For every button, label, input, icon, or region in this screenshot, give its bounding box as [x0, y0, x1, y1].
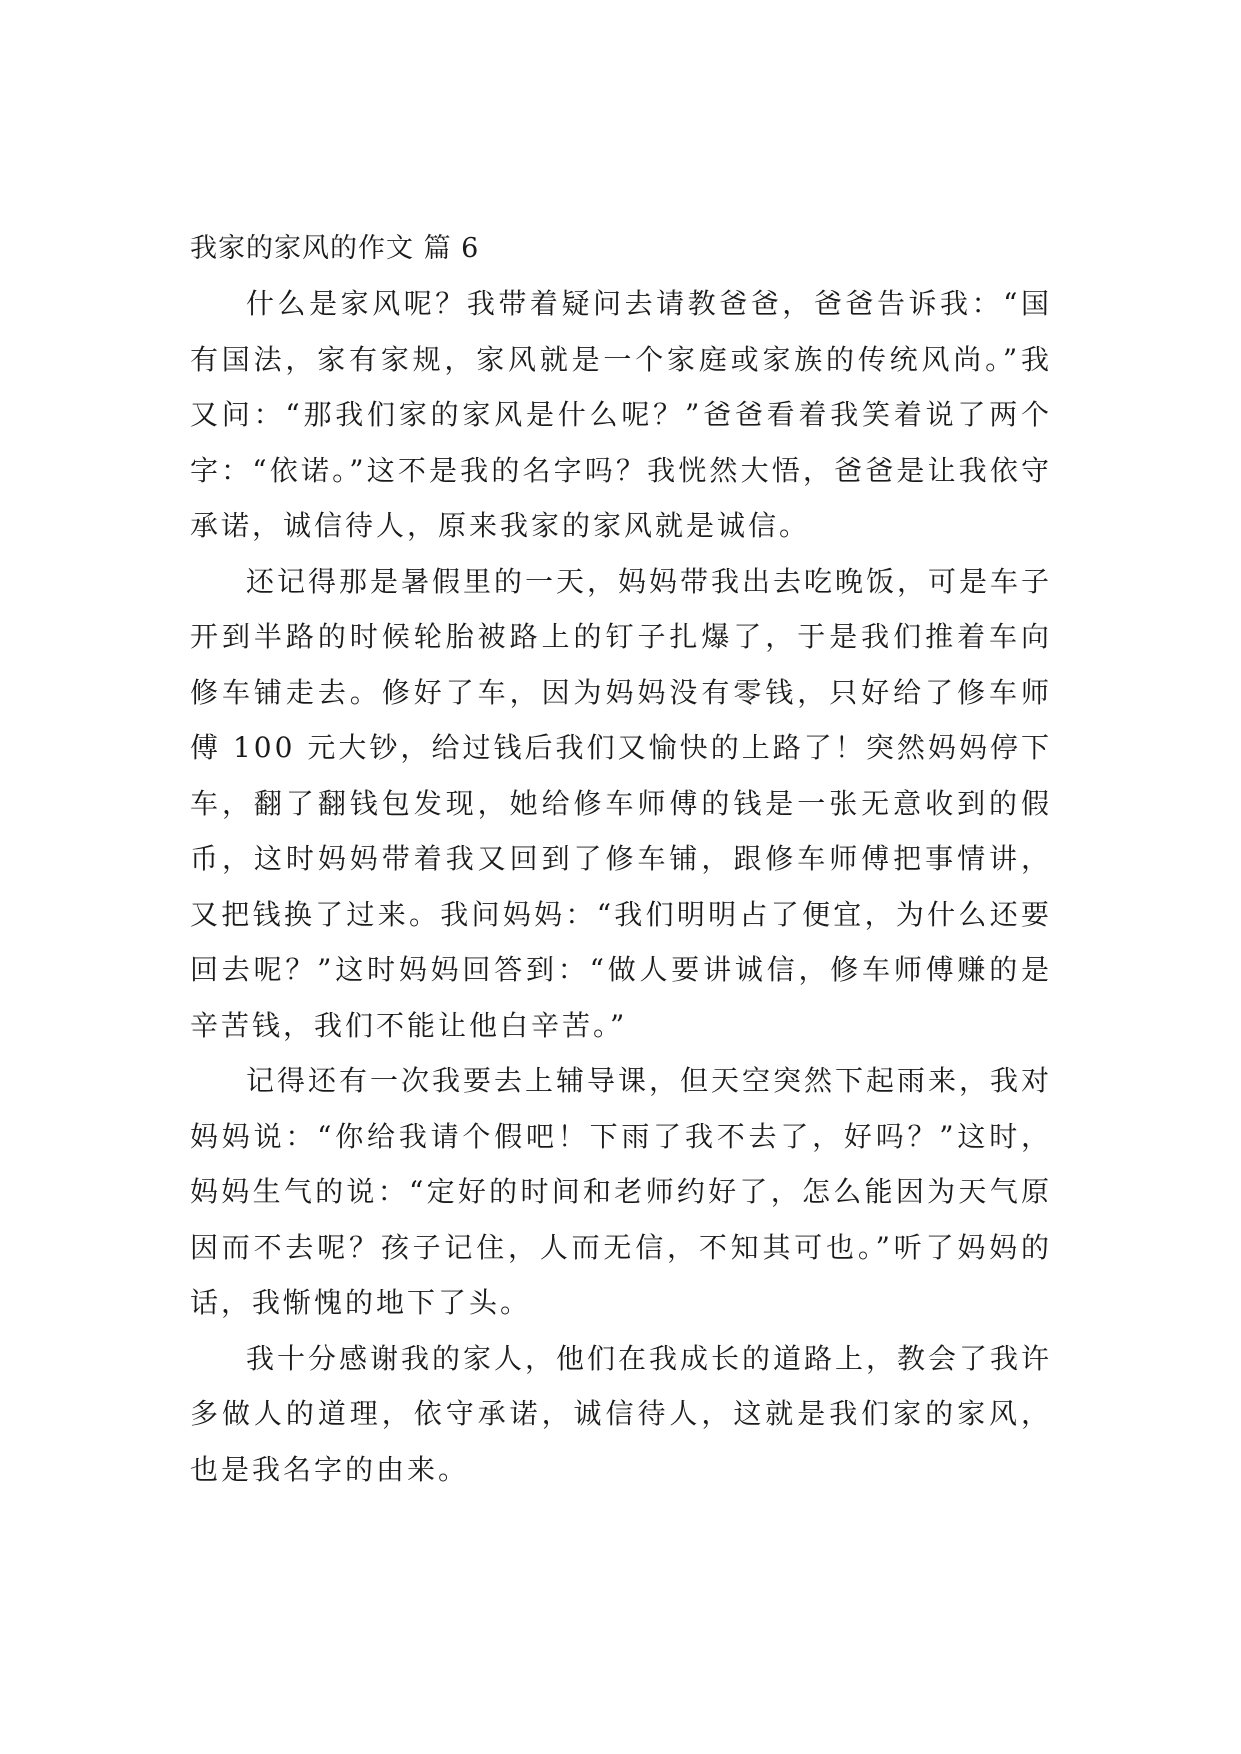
paragraph-4: 我十分感谢我的家人，他们在我成长的道路上，教会了我许多做人的道理，依守承诺，诚信待人，这就是我们家的家风，也是我名字的由来。: [190, 1341, 1053, 1486]
document-title: 我家的家风的作文 篇 6: [190, 233, 480, 264]
paragraph-1: 什么是家风呢？我带着疑问去请教爸爸，爸爸告诉我：“国有国法，家有家规，家风就是一个家庭或家族的传统风尚。”我又问：“那我们家的家风是什么呢？”爸爸看着我笑着说了两个字：“依诺。”这不是我的名字吗？我恍然大悟，爸爸是让我依守承诺，诚信待人，原来我家的家风就是诚信。: [190, 287, 1052, 542]
document-body: [190, 222, 1052, 1497]
paragraph-2: 还记得那是暑假里的一天，妈妈带我出去吃晚饭，可是车子开到半路的时候轮胎被路上的钉子扎爆了，于是我们推着车向修车铺走去。修好了车，因为妈妈没有零钱，只好给了修车师傅 100 元大钞，给过钱后我们又愉快的上路了！突然妈妈停下车，翻了翻钱包发现，她给修车师傅的钱是一张无意收到的假币，这时妈妈带着我又回到了修车铺，跟修车师傅把事情讲，又把钱换了过来。我问妈妈：“我们明明占了便宜，为什么还要回去呢？”这时妈妈回答到：“做人要讲诚信，修车师傅赚的是辛苦钱，我们不能让他白辛苦。”: [190, 564, 1053, 1042]
paragraph-3: 记得还有一次我要去上辅导课，但天空突然下起雨来，我对妈妈说：“你给我请个假吧！下雨了我不去了，好吗？”这时，妈妈生气的说：“定好的时间和老师约好了，怎么能因为天气原因而不去呢？孩子记住，人而无信，不知其可也。”听了妈妈的话，我惭愧的地下了头。: [190, 1064, 1053, 1319]
